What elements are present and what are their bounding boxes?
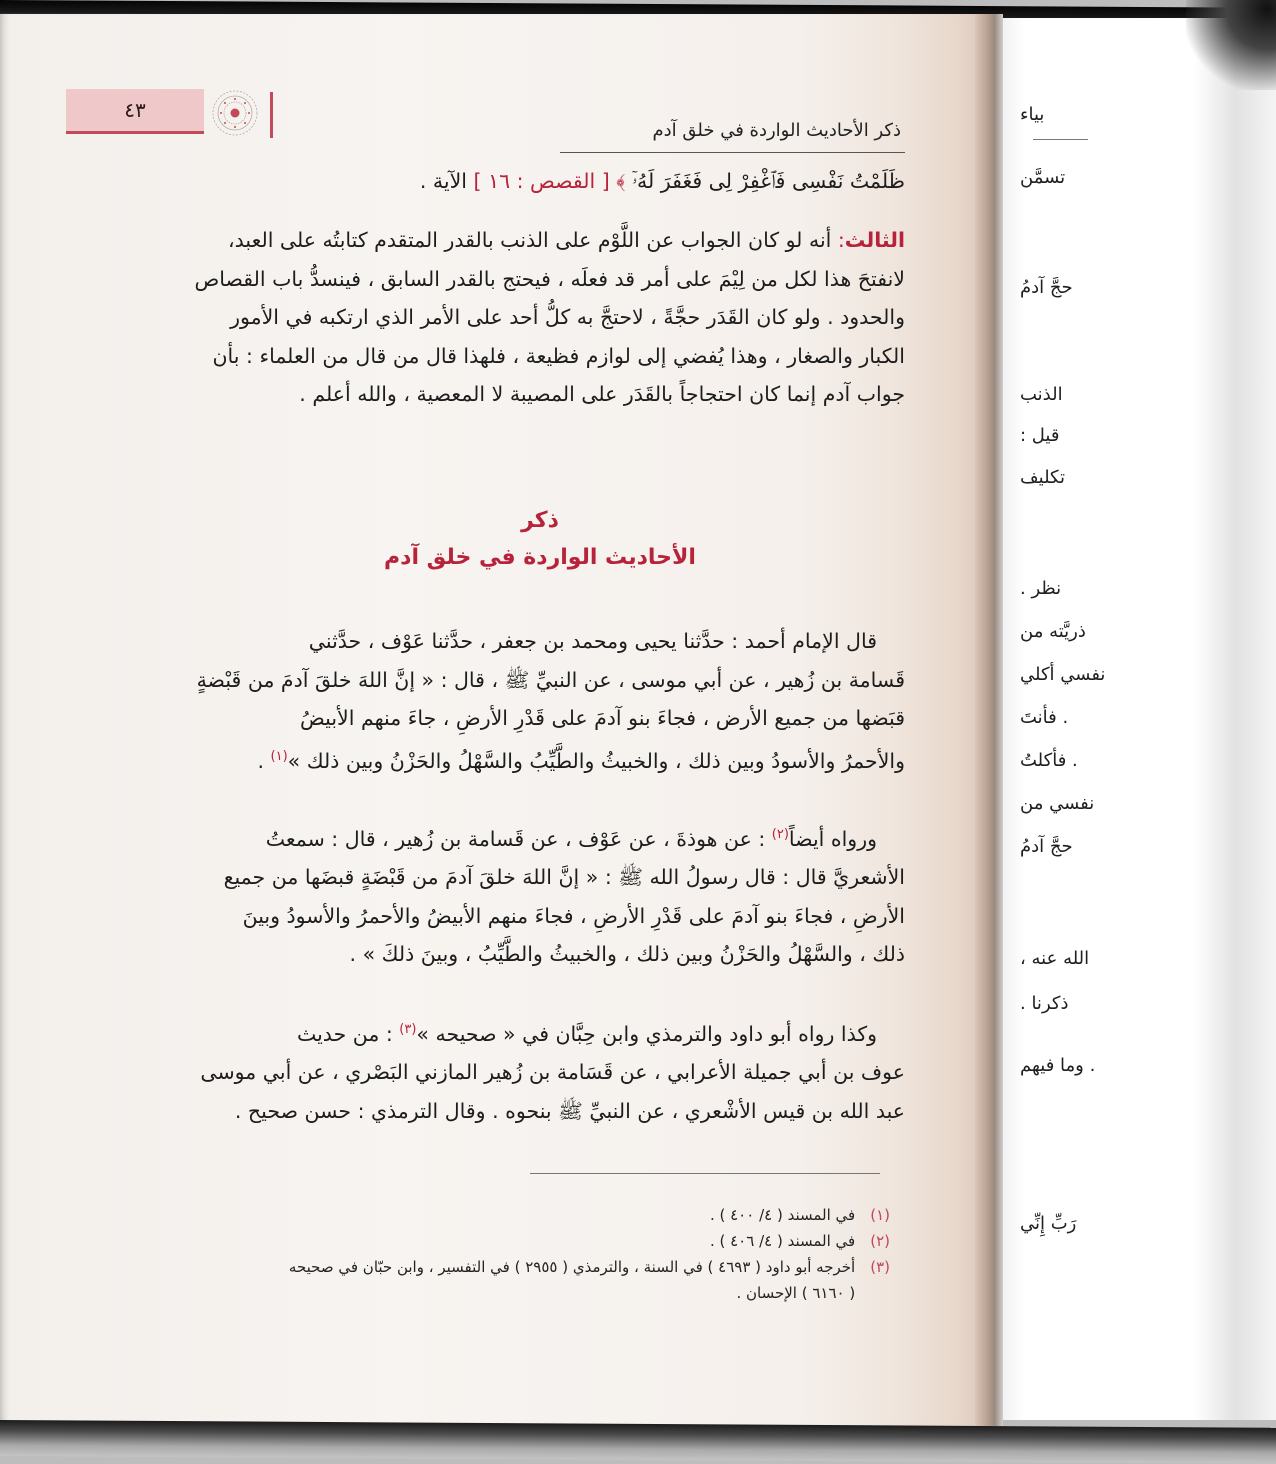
page-number: ٤٣ — [124, 98, 146, 122]
section-heading-line1: ذكر — [521, 508, 559, 533]
header-divider — [270, 92, 273, 138]
ornate-bracket: ﴾ — [616, 169, 626, 193]
scan-edge-bottom — [0, 1420, 1276, 1464]
third-point-paragraph: الثالث: أنه لو كان الجواب عن اللَّوْم على الذنب بالقدر المتقدم كتابتُه على العبد، لانفتحَ هذا لكل من لِيْمَ على أمر قد فعلَه ، فيحتج بالقدر السابق ، فينسدُّ باب القصاص والحدود . ولو كان القَدَر حجَّةً ، لاحتجَّ به كلُّ أحد على الأمر الذي ارتكبه في الأمور الكبار والصغار ، وهذا يُفضي إلى لوازم فظيعة ، فلهذا قال من قال من العلماء : بأن جواب آدم إنما كان احتجاجاً بالقَدَر على المصيبة لا المعصية ، والله أعلم . — [194, 228, 905, 406]
hadith-paragraph-3: وكذا رواه أبو داود والترمذي وابن حِبَّان في « صحيحه »$^{(٣)}$ : من حديث عوف بن أبي جميلة الأعرابي ، عن قَسَامة بن زُهير المازني البَصْري ، عن أبي موسى عبد الله بن قيس الأشْعري ، عن النبيِّ ﷺ بنحوه . وقال الترمذي : حسن صحيح . — [200, 1021, 905, 1123]
section-heading-line2: الأحاديث الواردة في خلق آدم — [384, 545, 696, 570]
page-number-box — [66, 89, 204, 134]
right-page-header-rule — [1033, 139, 1088, 140]
scan-shadow-corner — [1186, 0, 1276, 90]
footnote-1: (١) في المسند ( ٤/ ٤٠٠ ) . — [709, 1206, 890, 1224]
footnote-ref-1[interactable]: (١) — [270, 748, 288, 764]
footnotes — [120, 1202, 890, 1306]
third-point-label: الثالث — [844, 228, 905, 252]
rosette-ornament-icon — [210, 88, 260, 138]
quran-line — [120, 162, 905, 201]
footnote-3-continued: ( ٦١٦٠ ) الإحسان . — [736, 1284, 856, 1302]
footnote-separator — [530, 1173, 880, 1174]
footnote-ref-3[interactable]: (٣) — [399, 1022, 417, 1037]
header-rule — [560, 152, 905, 153]
footnote-3: (٣) أخرجه أبو داود ( ٤٦٩٣ ) في السنة ، والترمذي ( ٢٩٥٥ ) في التفسير ، وابن حبّان في صحيحه — [288, 1258, 890, 1276]
running-title: ذكر الأحاديث الواردة في خلق آدم — [652, 120, 901, 141]
quran-verse: ظَلَمْتُ نَفْسِى فَٱغْفِرْ لِى فَغَفَرَ لَهُۥٓ — [631, 169, 905, 193]
quran-trail: الآية . — [419, 169, 468, 193]
hadith-paragraph-1: قال الإمام أحمد : حدَّثنا يحيى ومحمد بن جعفر ، حدَّثنا عَوْف ، حدَّثني قَسامة بن زُهير ، عن أبي موسى ، عن النبيِّ ﷺ ، قال : « إنَّ اللهَ خلقَ آدمَ من قَبْضةٍ قبَضها من جميع الأرض ، فجاءَ بنو آدمَ على قَدْرِ الأرضِ ، جاءَ منهم الأبيضُ والأحمرُ والأسودُ وبين ذلك ، والخبيثُ والطَّيِّبُ والسَّهْلُ والحَزْنُ وبين ذلك »$^{(١)}$ . — [196, 629, 905, 773]
footnote-2: (٢) في المسند ( ٤/ ٤٠٦ ) . — [709, 1232, 890, 1250]
quran-citation: [ القصص : ١٦ ] — [473, 169, 610, 193]
hadith-paragraph-2: ورواه أيضاً$^{(٢)}$ : عن هوذةَ ، عن عَوْف ، عن قَسامة بن زُهير ، قال : سمعتُ الأشعريَّ قال : قال رسولُ الله ﷺ : « إنَّ اللهَ خلقَ آدمَ من قَبْضَةٍ قبضَها من جميع الأرضِ ، فجاءَ بنو آدمَ على قَدْرِ الأرضِ ، فجاءَ منهم الأبيضُ والأحمرُ والأسودُ وبينَ ذلك ، والسَّهْلُ والحَزْنُ وبين ذلك ، والخبيثُ والطَّيِّبُ ، وبينَ ذلكَ » . — [223, 826, 905, 967]
footnote-ref-2[interactable]: (٢) — [771, 827, 789, 842]
book-gutter — [975, 14, 1003, 1426]
